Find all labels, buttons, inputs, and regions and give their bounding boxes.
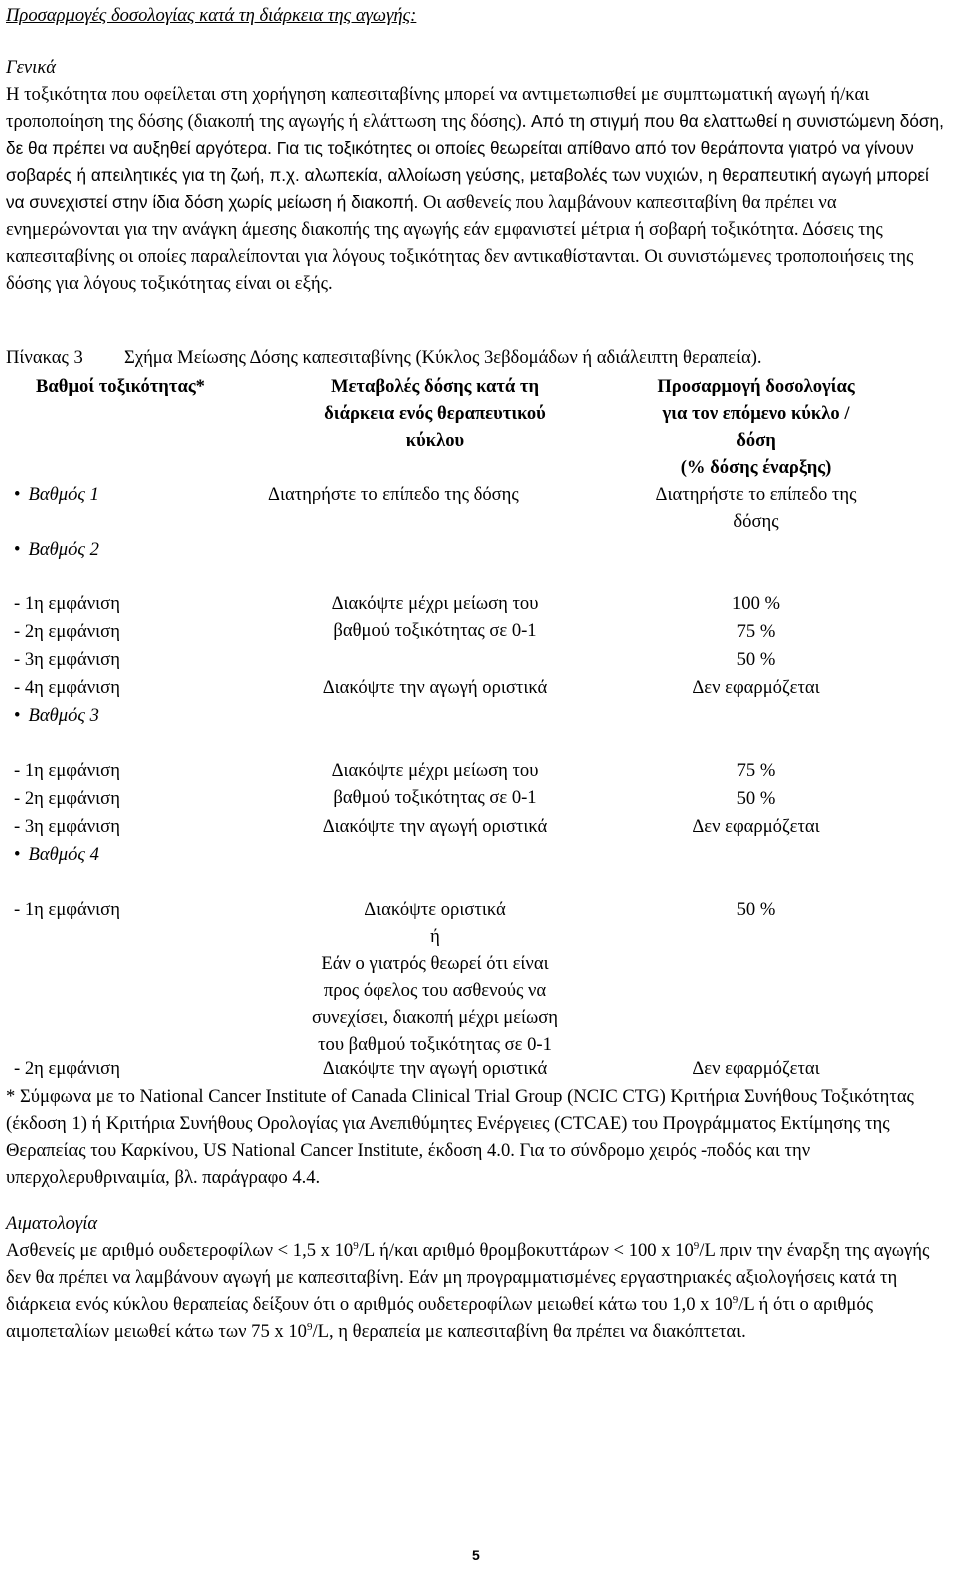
grade-3-row-1: - 1η εμφάνιση [14,760,120,781]
grade-2-row-4: - 4η εμφάνιση [14,677,120,698]
haematology-text: /L ή/και αριθμό θρομβοκυττάρων < 100 x 10 [358,1240,694,1261]
header-change-line: κύκλου [405,430,465,451]
general-title: Γενικά [6,57,57,78]
superscript-9: 9 [693,1239,700,1252]
grade-2-adjust-1: 100 % [731,593,781,614]
superscript-9: 9 [353,1239,359,1252]
grade-2-label: • Βαθμός 2 [14,536,99,563]
grade-2-change-stop: Διακόψτε την αγωγή οριστικά [322,677,548,698]
grade-4-label: • Βαθμός 4 [14,841,99,868]
grade-1-adjust-line: Διατηρήστε το επίπεδο της [655,484,857,505]
grade-2-change-line: βαθμού τοξικότητας σε 0-1 [333,620,537,641]
grade-1-label: • Βαθμός 1 [14,481,99,508]
page-number: 5 [472,1547,480,1563]
grade-3-change-line: βαθμού τοξικότητας σε 0-1 [333,787,537,808]
haematology-text: /L πριν την έναρξη της αγωγής δεν θα πρέπει να λαμβάνουν αγωγή με καπεσιταβίνη. Εάν μη προγραμματισμένες εργαστηριακές αξιολογήσεις κατά τη διάρκεια ενός κύκλου θεραπείας δείξουν ότι ο αριθμός ουδετεροφίλων μειωθεί κάτω του 1,0 x 10 [6,1240,930,1315]
grade-2-row-2: - 2η εμφάνιση [14,621,120,642]
grade-3-row-2: - 2η εμφάνιση [14,788,120,809]
grade-4-change-stop: Διακόψτε την αγωγή οριστικά [322,1058,548,1079]
grade-1-adjust [618,481,894,535]
grade-4-change-line: του βαθμού τοξικότητας σε 0-1 [318,1034,552,1055]
haematology-title: Αιματολογία [6,1213,98,1234]
header-change-line: διάρκεια ενός θεραπευτικού [324,403,546,424]
grade-4-change-first [274,896,596,1058]
superscript-9: 9 [306,1320,313,1333]
grade-3-change-line: Διακόψτε μέχρι μείωση του [331,760,539,781]
header-change [274,373,596,454]
grade-3-adjust-3: Δεν εφαρμόζεται [692,816,820,837]
header-change-line: Μεταβολές δόσης κατά τη [330,376,540,397]
grade-1-adjust-line: δόσης [733,511,779,532]
grade-2-change-interrupt [274,590,596,644]
grade-4-change-line: συνεχίσει, διακοπή μέχρι μείωση [311,1007,559,1028]
general-section [6,54,952,297]
table-caption [6,344,762,371]
grade-3-label: • Βαθμός 3 [14,702,99,729]
header-adjust-line: δόση [736,430,776,451]
grade-3-row-3: - 3η εμφάνιση [14,816,120,837]
general-paragraph-1 [6,81,952,297]
grade-4-change-line: ή [430,926,440,947]
grade-4-adjust-1: 50 % [736,899,776,920]
grade-2-adjust-4: Δεν εφαρμόζεται [692,677,820,698]
grade-3-adjust-1: 75 % [736,760,776,781]
header-grade: Βαθμοί τοξικότητας* [36,376,205,397]
grade-2-adjust-3: 50 % [736,649,776,670]
section-heading: Προσαρμογές δοσολογίας κατά τη διάρκεια της αγωγής: [6,5,417,26]
general-sentence-2: Από τη στιγμή που θα ελαττωθεί η συνιστώμενη δόση, δε θα πρέπει να αυξηθεί αργότερα. Για τις τοξικότητες οι οποίες θεωρείται απίθανο από τον θεράποντα γιατρό να γίνουν σοβαρές ή απειλητικές για τη ζωή, π.χ. αλωπεκία, αλλοίωση γεύσης, μεταβολές των νυχιών, η θεραπευτική αγωγή μπορεί να συνεχιστεί στην ίδια δόση χωρίς μείωση ή διακοπή. [6,111,944,212]
grade-3-change-interrupt [274,757,596,811]
header-adjust [618,373,894,481]
grade-2-change-line: Διακόψτε μέχρι μείωση του [331,593,539,614]
grade-4-row-1: - 1η εμφάνιση [14,899,120,920]
grade-3-adjust-2: 50 % [736,788,776,809]
grade-2-adjust-2: 75 % [736,621,776,642]
grade-4-change-line: Εάν ο γιατρός θεωρεί ότι είναι [321,953,549,974]
general-sentence-1: Η τοξικότητα που οφείλεται στη χορήγηση καπεσιταβίνης μπορεί να αντιμετωπισθεί με συμπτωματική αγωγή ή/και τροποποίηση της δόσης (διακοπή της αγωγής ή ελάττωση της δόσης). [6,84,870,132]
haematology-text: /L ή ότι ο αριθμός αιμοπεταλίων μειωθεί κάτω των 75 x 10 [6,1294,873,1342]
grade-2-row-1: - 1η εμφάνιση [14,593,120,614]
header-adjust-line: Προσαρμογή δοσολογίας [657,376,855,397]
grade-4-change-line: Διακόψτε οριστικά [364,899,506,920]
grade-2-row-3: - 3η εμφάνιση [14,649,120,670]
general-sentence-3: Οι ασθενείς που λαμβάνουν καπεσιταβίνη θα πρέπει να ενημερώνονται για την ανάγκη άμεσης διακοπής της αγωγής εάν εμφανιστεί μέτρια ή σοβαρή τοξικότητα. Δόσεις της καπεσιταβίνης οι οποίες παραλείπονται για λόγους τοξικότητας δεν αντικαθίστανται. Οι συνιστώμενες τροποποιήσεις της δόσης για λόγους τοξικότητας είναι οι εξής. [6,192,914,294]
haematology-text: Ασθενείς με αριθμό ουδετεροφίλων < 1,5 x 10 [6,1240,354,1261]
table-caption-label: Πίνακας 3 [6,347,83,368]
table-footnote: * Σύμφωνα με το National Cancer Institute of Canada Clinical Trial Group (NCIC CTG) Κριτήρια Συνήθους Τοξικότητας (έκδοση 1) ή Κριτήρια Συνήθους Ορολογίας για Ανεπιθύμητες Ενέργειες (CTCAE) του Προγράμματος Εκτίμησης της Θεραπείας του Καρκίνου, US National Cancer Institute, έκδοση 4.0. Για το σύνδρομο χειρός -ποδός και την υπερχολερυθριναιμία, βλ. παράγραφο 4.4. [6,1086,914,1188]
header-adjust-line: (% δόσης έναρξης) [680,457,832,478]
grade-3-change-stop: Διακόψτε την αγωγή οριστικά [322,816,548,837]
haematology-paragraph [6,1237,954,1345]
haematology-text: /L, η θεραπεία με καπεσιταβίνη θα πρέπει να διακόπτεται. [312,1321,746,1342]
grade-4-adjust-2: Δεν εφαρμόζεται [692,1058,820,1079]
grade-4-row-2: - 2η εμφάνιση [14,1058,120,1079]
header-adjust-line: για τον επόμενο κύκλο / [662,403,850,424]
table-caption-text: Σχήμα Μείωσης Δόσης καπεσιταβίνης (Κύκλος 3εβδομάδων ή αδιάλειπτη θεραπεία). [124,347,762,368]
grade-1-change: Διατηρήστε το επίπεδο της δόσης [268,484,519,505]
superscript-9: 9 [732,1293,739,1306]
grade-4-change-line: προς όφελος του ασθενούς να [323,980,547,1001]
